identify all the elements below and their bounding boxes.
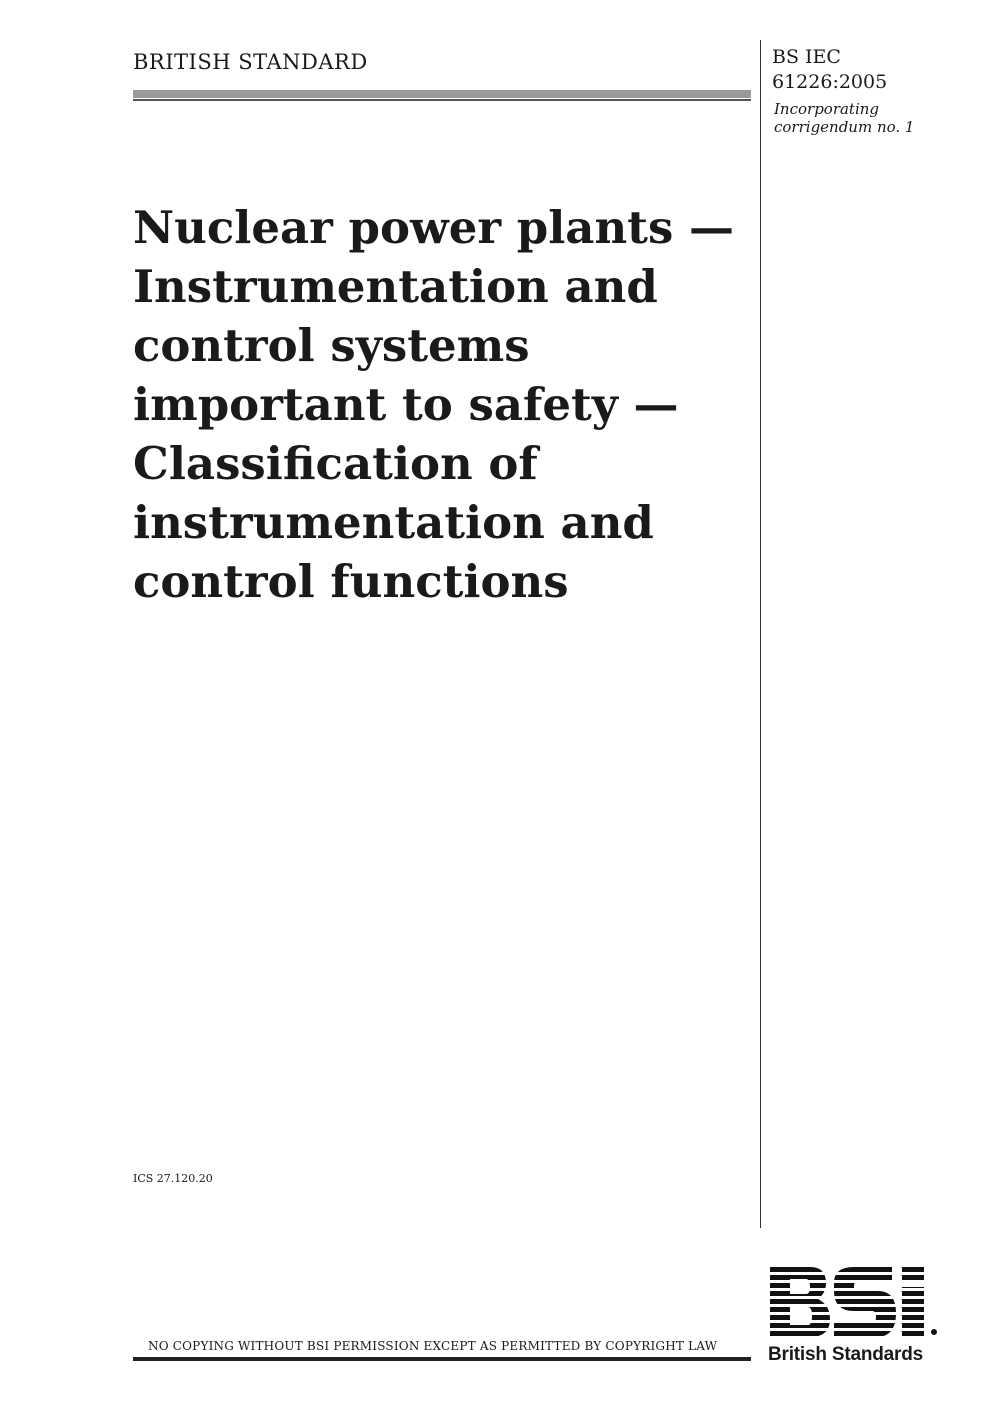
corrigendum-note <box>774 100 914 136</box>
document-title <box>133 198 753 611</box>
title-line: Nuclear power plants — <box>133 201 734 254</box>
header-rule <box>133 90 751 98</box>
standard-number <box>772 45 887 95</box>
title-line: control systems <box>133 319 530 372</box>
document-type-label: BRITISH STANDARD <box>133 50 368 74</box>
copyright-notice: NO COPYING WITHOUT BSI PERMISSION EXCEPT AS PERMITTED BY COPYRIGHT LAW <box>148 1339 718 1353</box>
title-line: important to safety — <box>133 378 679 431</box>
title-line: control functions <box>133 555 569 608</box>
ics-code: ICS 27.120.20 <box>133 1172 213 1185</box>
title-line: instrumentation and <box>133 496 654 549</box>
title-line: Classification of <box>133 437 538 490</box>
standard-code: 61226:2005 <box>772 71 888 93</box>
corrigendum-line-1: Incorporating <box>774 100 880 118</box>
standard-prefix: BS IEC <box>772 46 841 68</box>
title-line: Instrumentation and <box>133 260 658 313</box>
bsi-logo-caption: British Standards <box>768 1344 923 1365</box>
footer-rule <box>133 1357 751 1361</box>
column-divider <box>760 40 761 1228</box>
corrigendum-line-2: corrigendum no. 1 <box>774 118 915 136</box>
header-rule-thin <box>133 99 751 101</box>
